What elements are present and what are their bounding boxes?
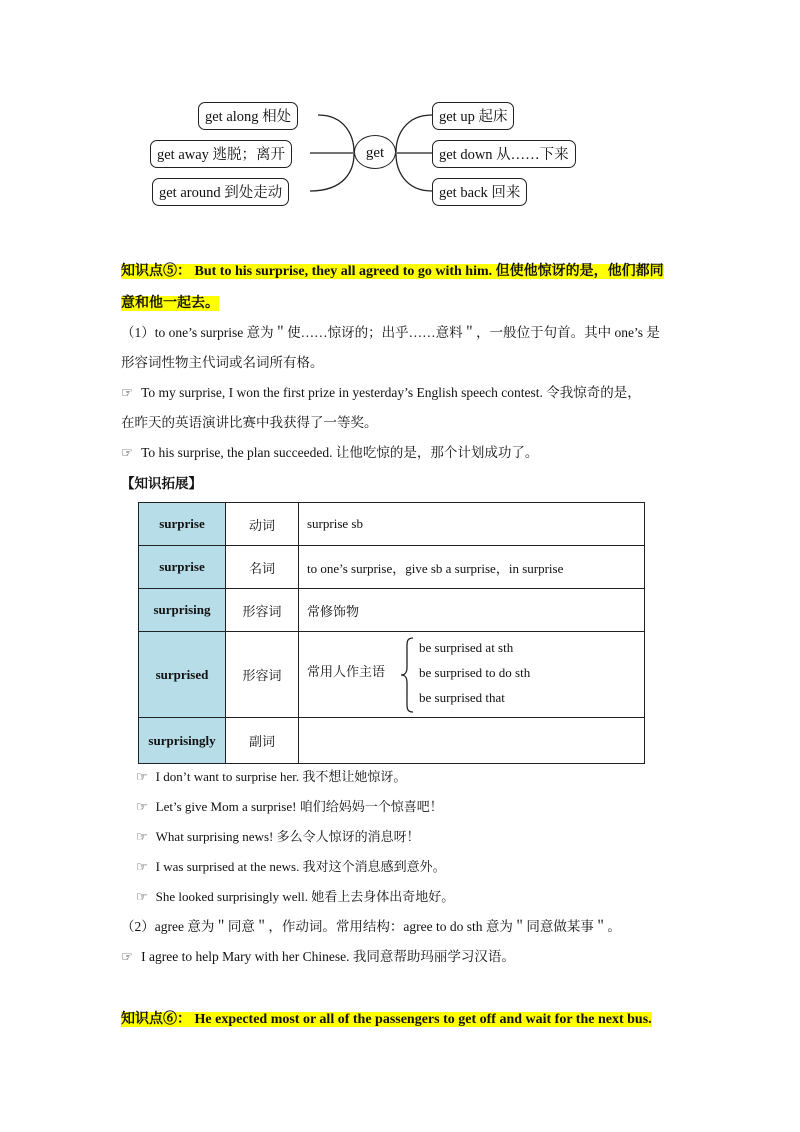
- knowledge-point-6-text: 知识点⑥： He expected most or all of the passengers to get off and wait for the next bus.: [121, 1012, 652, 1027]
- pointing-hand-icon: ☞: [121, 385, 134, 400]
- mindmap-node-get-down: get down 从……下来: [432, 140, 576, 168]
- table-cell-word: surprise: [139, 546, 226, 589]
- table-row: [139, 546, 645, 589]
- pointing-hand-icon: ☞: [121, 949, 134, 964]
- surprised-structure-list: [419, 635, 530, 710]
- mindmap-node-get-up: get up 起床: [432, 102, 514, 130]
- surprised-structure-item: be surprised at sth: [419, 639, 514, 655]
- mindmap-node-get-away: get away 逃脱；离开: [150, 140, 292, 168]
- knowledge-point-5-line1: 知识点⑤： But to his surprise, they all agreed to go with him. 但使他惊讶的是，他们都同: [121, 264, 664, 279]
- surprised-structure-item: be surprised to do sth: [419, 664, 531, 680]
- table-row: [139, 718, 645, 764]
- example-sentence-2: [121, 438, 681, 468]
- example-text: What surprising news! 多么令人惊讶的消息呀！: [155, 829, 420, 844]
- mindmap-node-get-along: get along 相处: [198, 102, 298, 130]
- pointing-hand-icon: ☞: [136, 889, 148, 904]
- table-row: [139, 632, 645, 718]
- list-item: [136, 882, 676, 912]
- knowledge-point-5-line2: 意和他一起去。: [121, 296, 219, 311]
- table-row: [139, 589, 645, 632]
- example-text: I was surprised at the news. 我对这个消息感到意外。: [155, 859, 446, 874]
- surprise-explanation-line2: 形容词性物主代词或名词所有格。: [121, 355, 324, 370]
- example-text: Let’s give Mom a surprise! 咱们给妈妈一个惊喜吧！: [155, 799, 443, 814]
- curly-brace-icon: [400, 637, 416, 713]
- table-cell-word: surprising: [139, 589, 226, 632]
- example-list: [136, 762, 676, 912]
- pointing-hand-icon: ☞: [136, 769, 148, 784]
- list-item: [136, 792, 676, 822]
- table-cell-pos: 副词: [226, 718, 299, 764]
- surprised-usage-label: 常用人作主语: [307, 663, 386, 679]
- pointing-hand-icon: ☞: [136, 829, 148, 844]
- example-1-line2: 在昨天的英语演讲比赛中我获得了一等奖。: [121, 415, 378, 430]
- table-cell-pos: 形容词: [226, 589, 299, 632]
- knowledge-point-5-heading: [121, 256, 664, 320]
- list-item: [136, 822, 676, 852]
- knowledge-point-6-heading: [121, 1004, 652, 1036]
- table-cell-usage: [299, 718, 645, 764]
- example-sentence-1: [121, 378, 681, 438]
- mindmap-node-get-back: get back 回来: [432, 178, 527, 206]
- table-cell-pos: 动词: [226, 503, 299, 546]
- table-cell-pos: 名词: [226, 546, 299, 589]
- get-phrase-mindmap: [140, 96, 620, 216]
- list-item: [136, 852, 676, 882]
- example-1-line1: To my surprise, I won the first prize in yesterday’s English speech contest. 令我惊奇的是，: [141, 385, 641, 400]
- table-cell-pos: 形容词: [226, 632, 299, 718]
- table-cell-word: surprised: [139, 632, 226, 718]
- table-cell-word: surprise: [139, 503, 226, 546]
- surprise-explanation-line1: （1）to one’s surprise 意为＂使……惊讶的；出乎……意料＂，一般位于句首。其中 one’s 是: [121, 325, 660, 340]
- surprise-explanation: [121, 318, 681, 378]
- example-text: She looked surprisingly well. 她看上去身体出奇地好。: [155, 889, 455, 904]
- list-item: [136, 762, 676, 792]
- table-cell-usage: to one’s surprise，give sb a surprise，in surprise: [299, 546, 645, 589]
- mindmap-center-get: get: [354, 135, 396, 169]
- table-cell-word: surprisingly: [139, 718, 226, 764]
- table-cell-usage: surprise sb: [299, 503, 645, 546]
- example-text: I don’t want to surprise her. 我不想让她惊讶。: [155, 769, 407, 784]
- table-cell-usage: 常修饰物: [299, 589, 645, 632]
- mindmap-node-get-around: get around 到处走动: [152, 178, 289, 206]
- surprised-structure-item: be surprised that: [419, 689, 505, 705]
- agree-explanation: （2）agree 意为＂同意＂，作动词。常用结构：agree to do sth 意为＂同意做某事＂。: [121, 919, 621, 934]
- example-2-text: To his surprise, the plan succeeded. 让他吃惊的是，那个计划成功了。: [141, 445, 539, 460]
- pointing-hand-icon: ☞: [136, 859, 148, 874]
- pointing-hand-icon: ☞: [136, 799, 148, 814]
- table-cell-usage: [299, 632, 645, 718]
- table-row: [139, 503, 645, 546]
- example-agree-text: I agree to help Mary with her Chinese. 我同意帮助玛丽学习汉语。: [141, 949, 515, 964]
- extension-title: 【知识拓展】: [121, 476, 202, 491]
- surprise-word-forms-table: [138, 502, 645, 764]
- pointing-hand-icon: ☞: [121, 445, 134, 460]
- surprised-usage-group: [307, 633, 636, 717]
- example-sentence-agree: [121, 942, 681, 972]
